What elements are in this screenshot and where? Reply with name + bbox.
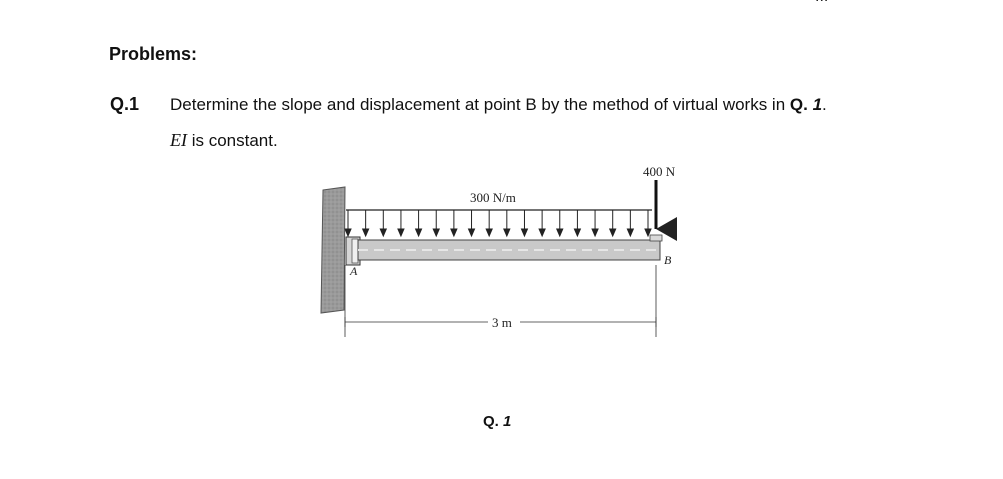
caption-italic: 1: [503, 413, 512, 430]
caption-bold: Q.: [483, 413, 504, 430]
problems-heading: Problems:: [109, 44, 198, 64]
beam-end-cap: [650, 235, 662, 241]
constant-text: is constant.: [187, 131, 278, 150]
distributed-load-arrows: [345, 210, 651, 236]
span-label: 3 m: [492, 315, 512, 330]
load-arrowhead: [398, 229, 404, 236]
load-arrowhead: [627, 229, 633, 236]
point-load-label: 400 N: [643, 164, 676, 179]
end-b-label: B: [664, 253, 672, 267]
question-text: [170, 95, 827, 115]
fixed-wall: [321, 187, 345, 313]
beam-diagram: [300, 155, 720, 355]
question-ref-bold: Q.: [789, 95, 813, 114]
load-arrowhead: [592, 229, 598, 236]
load-arrowhead: [416, 229, 422, 236]
load-arrowhead: [363, 229, 369, 236]
load-arrowhead: [504, 229, 510, 236]
question-text-main: Determine the slope and displacement at point B by the method of virtual works in: [170, 95, 790, 114]
load-arrowhead: [433, 229, 439, 236]
ei-symbol: EI: [170, 130, 187, 150]
load-arrowhead: [345, 229, 351, 236]
load-arrowhead: [539, 229, 545, 236]
clipped-header-text: [815, 0, 828, 6]
load-arrowhead: [557, 229, 563, 236]
support-plate: [352, 239, 358, 263]
load-arrowhead: [451, 229, 457, 236]
figure-caption: [483, 413, 511, 430]
load-arrowhead: [469, 229, 475, 236]
question-number: Q.1: [110, 94, 140, 114]
support-a-label: A: [350, 264, 358, 278]
load-arrowhead: [521, 229, 527, 236]
load-arrowhead: [610, 229, 616, 236]
load-arrowhead: [380, 229, 386, 236]
question-ref-italic: 1: [812, 95, 823, 114]
question-ref-end: .: [822, 95, 827, 114]
load-arrowhead: [574, 229, 580, 236]
load-arrowhead: [486, 229, 492, 236]
question-line-2: [170, 130, 278, 151]
distributed-load-label: 300 N/m: [470, 190, 516, 205]
